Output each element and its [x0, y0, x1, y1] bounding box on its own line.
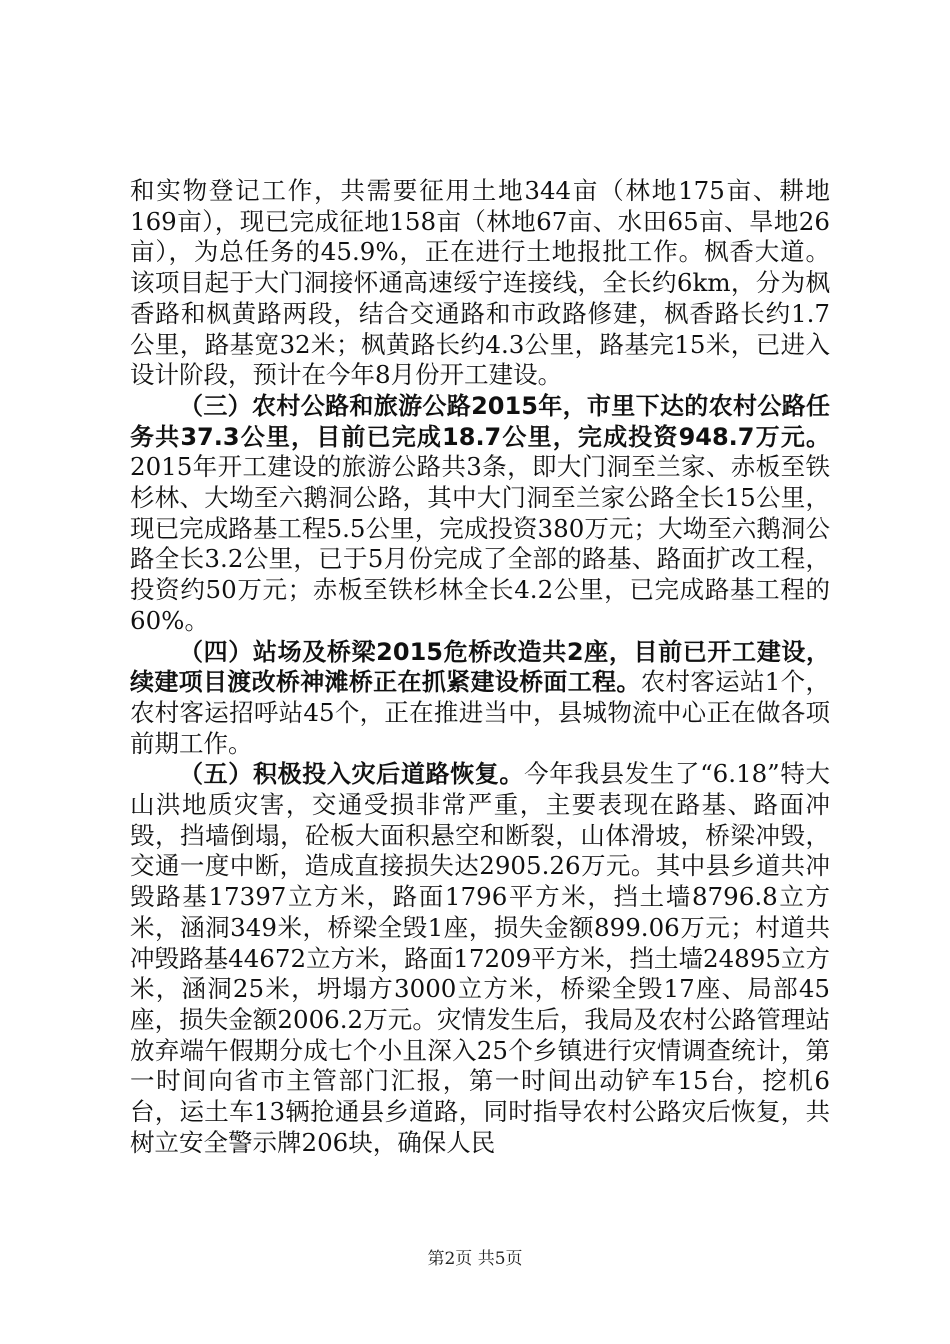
paragraph-4	[130, 759, 830, 1158]
page-number-label: 第2页 共5页	[427, 1249, 523, 1269]
section-heading-4: （四）站场及桥梁2015危桥改造共2座，目前已开工建设，续建项目渡改桥神滩桥正在抓紧建设桥面工程。	[130, 637, 830, 697]
paragraph-2-text: 2015年开工建设的旅游公路共3条，即大门洞至兰家、赤板至铁杉林、大坳至六鹅洞公路，其中大门洞至兰家公路全长15公里，现已完成路基工程5.5公里，完成投资380万元；大坳至六鹅洞公路全长3.2公里，已于5月份完成了全部的路基、路面扩改工程，投资约50万元；赤板至铁杉林全长4.2公里，已完成路基工程的60%。	[130, 452, 830, 635]
section-heading-3: （三）农村公路和旅游公路2015年，市里下达的农村公路任务共37.3公里，目前已完成18.7公里，完成投资948.7万元。	[130, 391, 830, 451]
paragraph-1	[130, 176, 830, 391]
paragraph-3-text: 农村客运站1个，农村客运招呼站45个，正在推进当中，县城物流中心正在做各项前期工作。	[130, 667, 831, 758]
page-footer	[0, 1244, 950, 1269]
paragraph-4-text: 今年我县发生了“6.18”特大山洪地质灾害，交通受损非常严重，主要表现在路基、路面冲毁，挡墙倒塌，砼板大面积悬空和断裂，山体滑坡，桥梁冲毁，交通一度中断，造成直接损失达2905.26万元。其中县乡道共冲毁路基17397立方米，路面1796平方米，挡土墙8796.8立方米，涵洞349米，桥梁全毁1座，损失金额899.06万元；村道共冲毁路基44672立方米，路面17209平方米，挡土墙24895立方米，涵洞25米，坍塌方3000立方米，桥梁全毁17座、局部45座，损失金额2006.2万元。灾情发生后，我局及农村公路管理站放弃端午假期分成七个小且深入25个乡镇进行灾情调查统计，第一时间向省市主管部门汇报，第一时间出动铲车15台，挖机6台，运土车13辆抢通县乡道路，同时指导农村公路灾后恢复，共树立安全警示牌206块，确保人民	[130, 759, 831, 1157]
paragraph-3	[130, 637, 830, 760]
paragraph-1-text: 和实物登记工作，共需要征用土地344亩（林地175亩、耕地169亩），现已完成征地158亩（林地67亩、水田65亩、旱地26亩），为总任务的45.9%，正在进行土地报批工作。枫香大道。该项目起于大门洞接怀通高速绥宁连接线，全长约6km，分为枫香路和枫黄路两段，结合交通路和市政路修建，枫香路长约1.7公里，路基宽32米；枫黄路长约4.3公里，路基完15米，已进入设计阶段，预计在今年8月份开工建设。	[130, 176, 830, 390]
paragraph-2	[130, 391, 830, 637]
document-body	[130, 176, 830, 1159]
section-heading-5: （五）积极投入灾后道路恢复。	[179, 760, 525, 789]
